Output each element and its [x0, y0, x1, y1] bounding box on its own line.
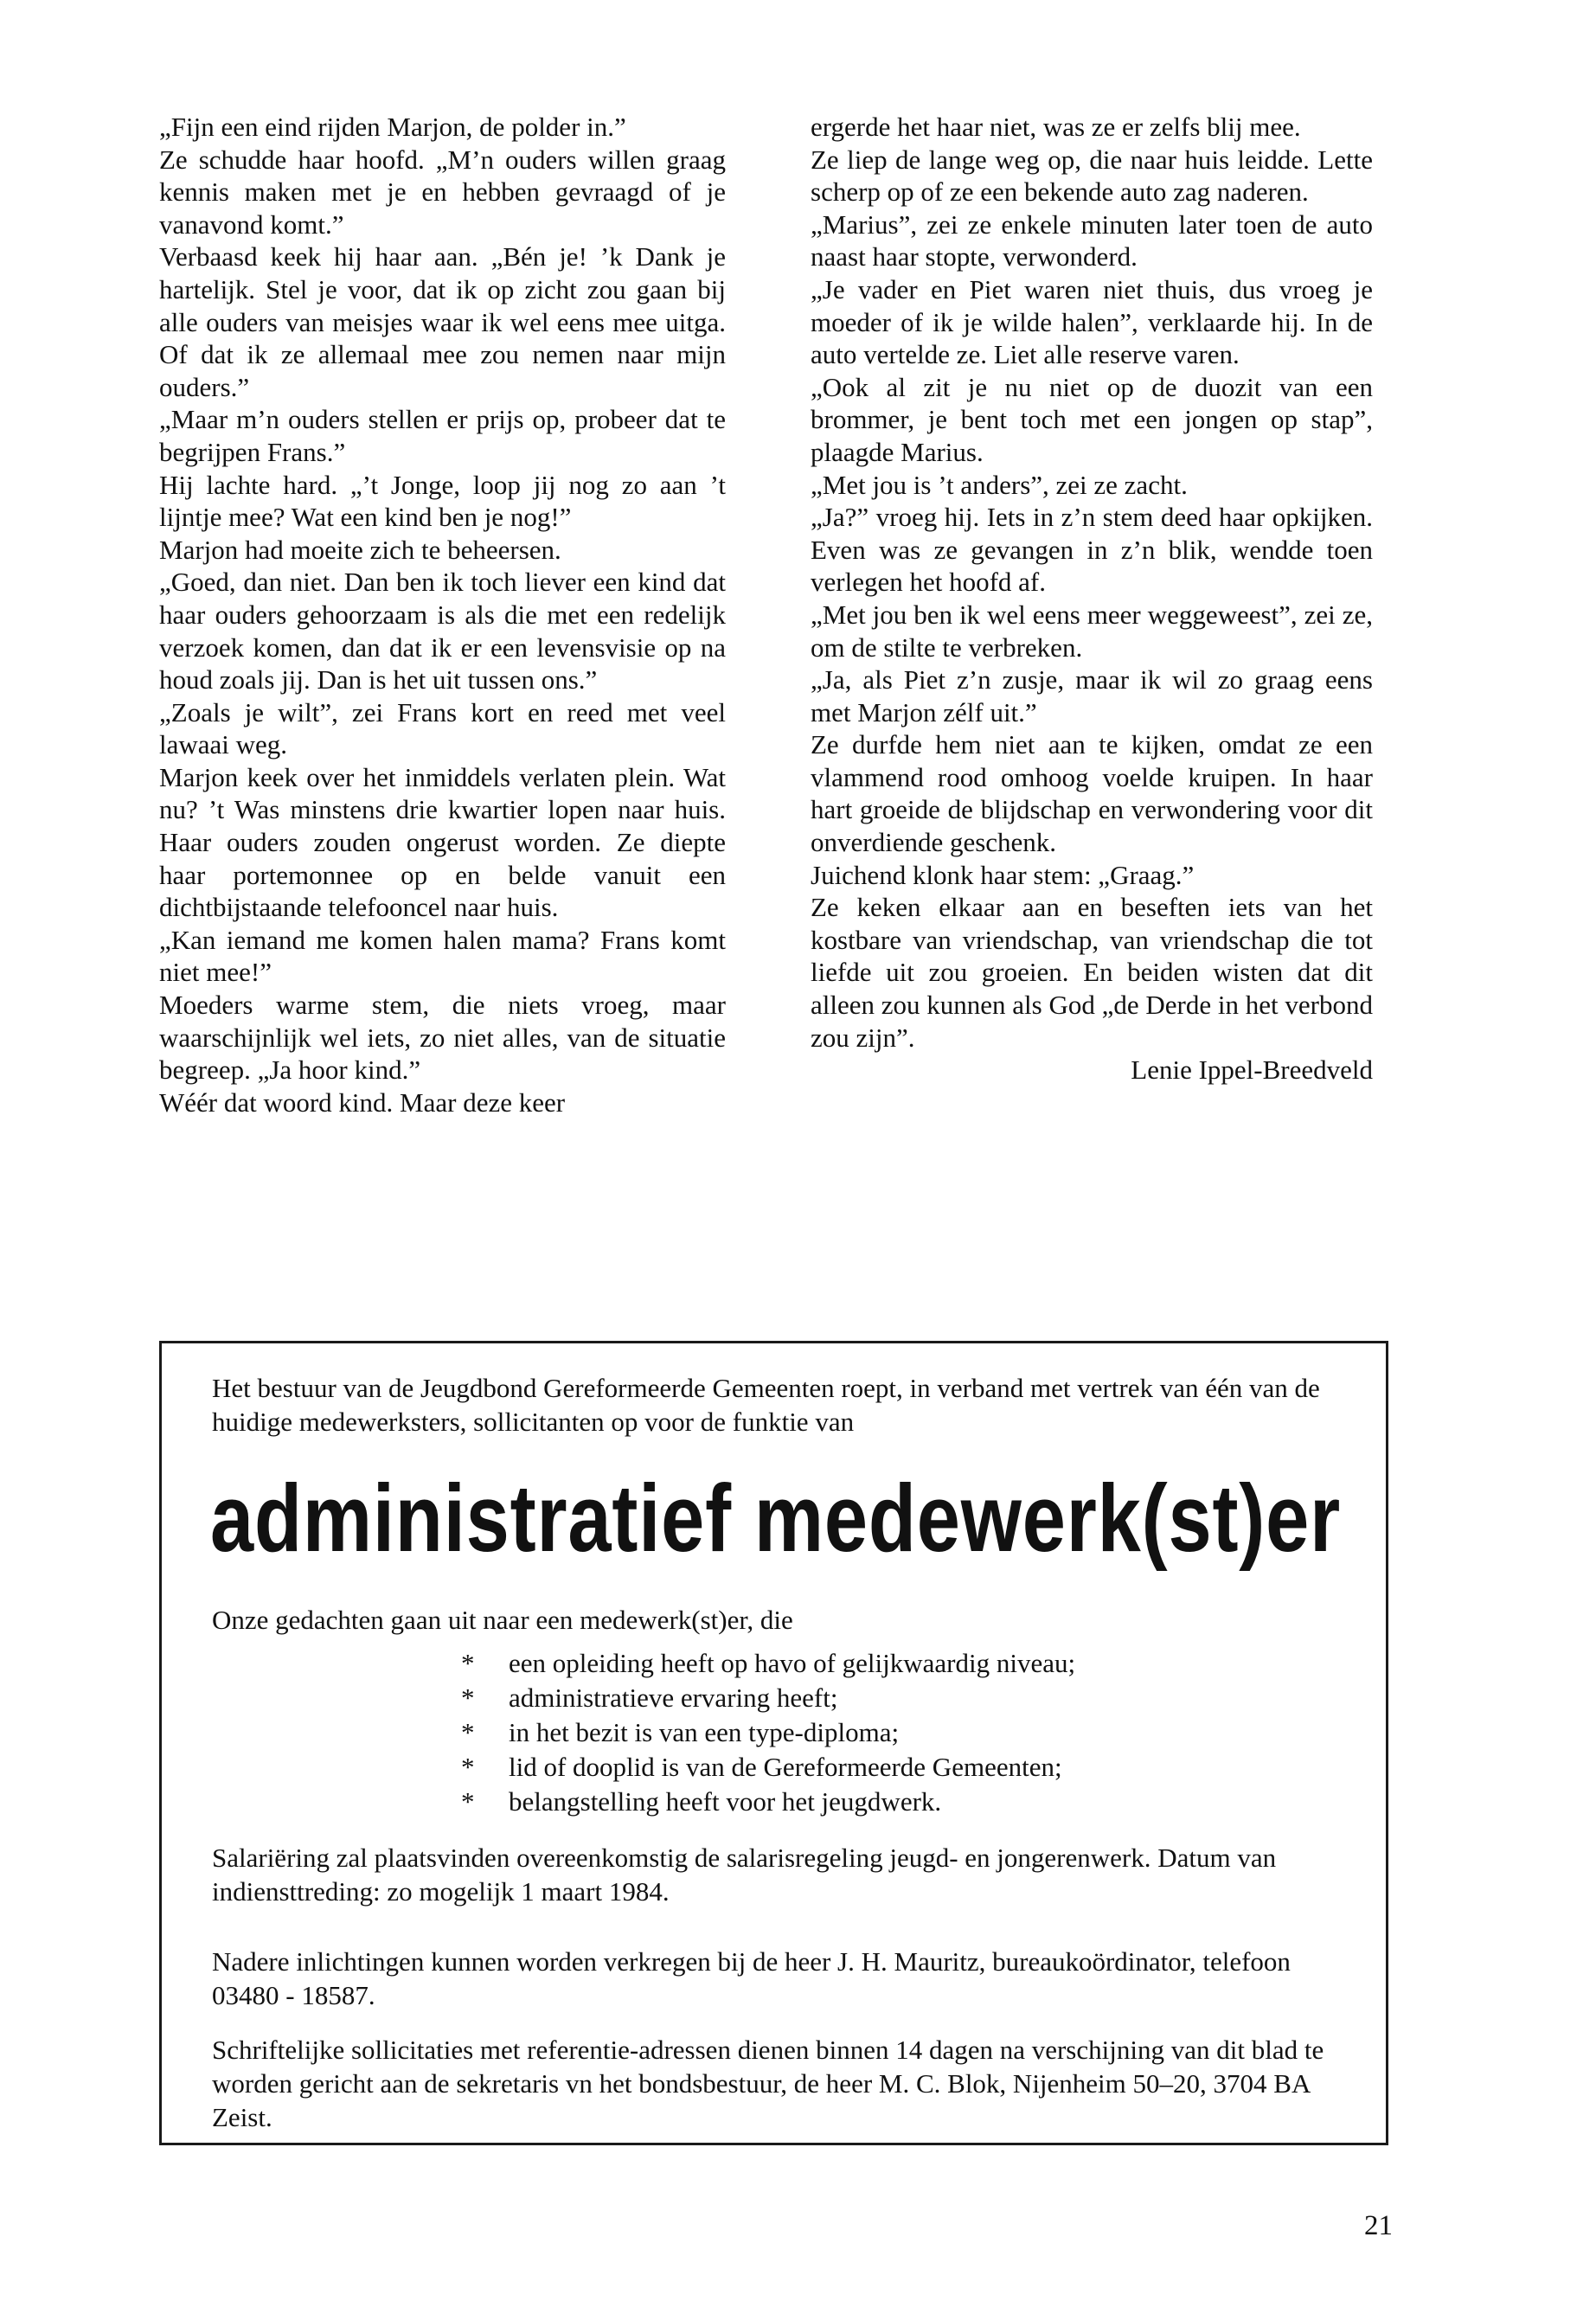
list-item [461, 1715, 1326, 1750]
requirement-text: een opleiding heeft op havo of gelijkwaardig niveau; [509, 1648, 1076, 1678]
story-paragraph: Ze keken elkaar aan en beseften iets van het kostbare van vriendschap, van vriendschap die tot liefde uit zou groeien. En beiden wisten dat dit alleen zou kunnen als God „de Derde in het verbond zou zijn”. [811, 892, 1373, 1053]
story-paragraph: „Je vader en Piet waren niet thuis, dus vroeg je moeder of ik je wilde halen”, verklaarde hij. In de auto vertelde ze. Liet alle reserve varen. [811, 273, 1373, 370]
story-paragraph: Marjon keek over het inmiddels verlaten plein. Wat nu? ’t Was minstens drie kwartier lopen naar huis. Haar ouders zouden ongerust worden. Ze diepte haar portemonnee op en belde vanuit een dichtbijstaande telefooncel naar huis. [159, 761, 726, 923]
list-item [461, 1681, 1326, 1715]
story-paragraph: „Met jou ben ik wel eens meer weggeweest”, zei ze, om de stilte te verbreken. [811, 599, 1373, 663]
story-paragraph: „Goed, dan niet. Dan ben ik toch liever een kind dat haar ouders gehoorzaam is als die met een redelijk verzoek komen, dan dat ik er een levensvisie op na houd zoals jij. Dan is het uit tussen ons.” [159, 567, 726, 695]
asterisk-bullet: * [461, 1682, 475, 1713]
story-paragraph: „Maar m’n ouders stellen er prijs op, probeer dat te begrijpen Frans.” [159, 404, 726, 467]
story-paragraph: „Marius”, zei ze enkele minuten later toen de auto naast haar stopte, verwonderd. [811, 208, 1373, 272]
story-right-column [811, 111, 1373, 1086]
story-paragraph: ergerde het haar niet, was ze er zelfs blij mee. [811, 112, 1301, 142]
asterisk-bullet: * [461, 1648, 475, 1678]
story-paragraph: Ze durfde hem niet aan te kijken, omdat ze een vlammend rood omhoog voelde kruipen. In haar hart groeide de blijdschap en verwondering voor dit onverdiende geschenk. [811, 729, 1373, 858]
asterisk-bullet: * [461, 1752, 475, 1782]
list-item [461, 1785, 1326, 1819]
story-paragraph: Marjon had moeite zich te beheersen. [159, 534, 561, 565]
job-advertisement [159, 1341, 1388, 2145]
story-paragraph: Wéér dat woord kind. Maar deze keer [159, 1086, 566, 1118]
author-signature: Lenie Ippel-Breedveld [1131, 1054, 1373, 1086]
requirement-text: belangstelling heeft voor het jeugdwerk. [509, 1786, 942, 1817]
ad-salary-paragraph: Salariëring zal plaatsvinden overeenkomstig de salarisregeling jeugd- en jongerenwerk. Datum van indiensttreding: zo mogelijk 1 maart 1984. [212, 1843, 1277, 1907]
story-paragraph: „Met jou is ’t anders”, zei ze zacht. [811, 469, 1188, 500]
ad-title: administratief medewerk(st)er [210, 1465, 1342, 1572]
story-paragraph: „Ja?” vroeg hij. Iets in z’n stem deed haar opkijken. Even was ze gevangen in z’n blik, wendde toen verlegen het hoofd af. [811, 502, 1373, 598]
asterisk-bullet: * [461, 1717, 475, 1747]
list-item [461, 1750, 1326, 1785]
requirement-text: lid of dooplid is van de Gereformeerde Gemeenten; [509, 1752, 1062, 1782]
story-paragraph: „Ja, als Piet z’n zusje, maar ik wil zo graag eens met Marjon zélf uit.” [811, 664, 1373, 727]
ad-application-paragraph: Schriftelijke sollicitaties met referentie-adressen dienen binnen 14 dagen na verschijning van dit blad te worden gericht aan de sekretaris vn het bondsbestuur, de heer M. C. Blok, Nijenheim 50–20, 3704 BA Zeist. [212, 2035, 1324, 2132]
story-paragraph: Ze liep de lange weg op, die naar huis leidde. Lette scherp op of ze een bekende auto zag naderen. [811, 144, 1373, 208]
asterisk-bullet: * [461, 1786, 475, 1817]
ad-lead: Onze gedachten gaan uit naar een medewerk(st)er, die [212, 1605, 793, 1635]
story-paragraph: Moeders warme stem, die niets vroeg, maar waarschijnlijk wel iets, zo niet alles, van de situatie begreep. „Ja hoor kind.” [159, 990, 726, 1086]
story-paragraph: „Zoals je wilt”, zei Frans kort en reed met veel lawaai weg. [159, 696, 726, 760]
list-item [461, 1646, 1326, 1681]
ad-contact-paragraph: Nadere inlichtingen kunnen worden verkregen bij de heer J. H. Mauritz, bureaukoördinator, telefoon 03480 - 18587. [212, 1946, 1291, 2010]
story-paragraph: „Fijn een eind rijden Marjon, de polder in.” [159, 112, 626, 142]
story-paragraph: „Kan iemand me komen halen mama? Frans komt niet mee!” [159, 924, 726, 988]
story-paragraph: Hij lachte hard. „’t Jonge, loop jij nog zo aan ’t lijntje mee? Wat een kind ben je nog!” [159, 469, 726, 533]
page-number: 21 [1364, 2210, 1393, 2241]
ad-intro: Het bestuur van de Jeugdbond Gereformeerde Gemeenten roept, in verband met vertrek van één van de huidige medewerksters, sollicitanten op voor de funktie van [212, 1373, 1320, 1437]
story-paragraph: Ze schudde haar hoofd. „M’n ouders willen graag kennis maken met je en hebben gevraagd of je vanavond komt.” [159, 144, 726, 240]
story-paragraph: „Ook al zit je nu niet op de duozit van een brommer, je bent toch met een jongen op stap”, plaagde Marius. [811, 371, 1373, 467]
requirement-text: in het bezit is van een type-diploma; [509, 1717, 900, 1747]
story-paragraph: Verbaasd keek hij haar aan. „Bén je! ’k Dank je hartelijk. Stel je voor, dat ik op zicht zou gaan bij alle ouders van meisjes waar ik wel eens mee uitga. Of dat ik ze allemaal mee zou nemen naar mijn ouders.” [159, 241, 726, 402]
requirement-text: administratieve ervaring heeft; [509, 1682, 838, 1713]
story-paragraph: Juichend klonk haar stem: „Graag.” [811, 859, 1195, 890]
story-left-column [159, 111, 726, 1118]
requirements-list [461, 1646, 1326, 1819]
